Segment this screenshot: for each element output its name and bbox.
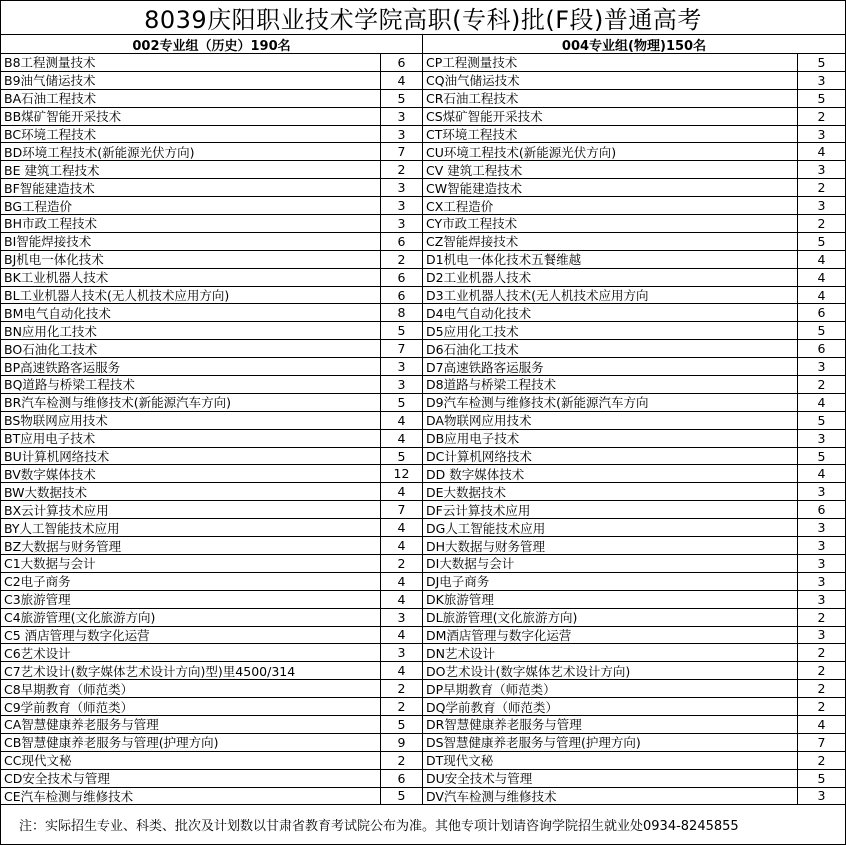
plan-count: 3 xyxy=(817,484,826,500)
table-row xyxy=(1,143,422,161)
table-row xyxy=(423,126,845,144)
plan-count: 5 xyxy=(397,90,406,106)
major-name: CD安全技术与管理 xyxy=(1,770,381,787)
plan-count: 4 xyxy=(817,144,826,160)
table-row xyxy=(1,90,422,108)
major-name: D3工业机器人技术(无人机技术应用方向 xyxy=(423,287,798,304)
table-row xyxy=(423,394,845,412)
plan-count: 4 xyxy=(397,430,406,446)
table-row xyxy=(423,197,845,215)
plan-count: 6 xyxy=(817,502,826,518)
table-row xyxy=(423,215,845,233)
plan-count: 4 xyxy=(397,573,406,589)
table-row xyxy=(423,483,845,501)
table-row xyxy=(423,304,845,322)
plan-count: 4 xyxy=(817,466,826,482)
table-row xyxy=(1,412,422,430)
major-name: DH大数据与财务管理 xyxy=(423,537,798,554)
table-row xyxy=(423,358,845,376)
table-row xyxy=(1,108,422,126)
plan-count: 6 xyxy=(817,305,826,321)
plan-count: 3 xyxy=(817,573,826,589)
group-history xyxy=(1,35,423,805)
plan-count: 4 xyxy=(397,520,406,536)
table-row xyxy=(423,54,845,72)
plan-count: 2 xyxy=(817,180,826,196)
major-name: C5 酒店管理与数字化运营 xyxy=(1,627,381,644)
table-row xyxy=(423,716,845,734)
plan-count: 4 xyxy=(397,412,406,428)
footer-note: 注：实际招生专业、科类、批次及计划数以甘肃省教育考试院公布为准。其他专项计划请咨询学院招生就业处0934-8245855 xyxy=(19,818,739,834)
major-name: BS物联网应用技术 xyxy=(1,412,381,429)
plan-count: 5 xyxy=(817,90,826,106)
table-row xyxy=(423,662,845,680)
table-row xyxy=(423,448,845,466)
major-name: BN应用化工技术 xyxy=(1,322,381,339)
major-name: DF云计算技术应用 xyxy=(423,501,798,518)
major-name: BT应用电子技术 xyxy=(1,430,381,447)
major-name: DG人工智能技术应用 xyxy=(423,519,798,536)
major-name: DD 数字媒体技术 xyxy=(423,465,798,482)
plan-count: 4 xyxy=(397,484,406,500)
major-name: CT环境工程技术 xyxy=(423,126,798,143)
table-row xyxy=(1,465,422,483)
major-name: D2工业机器人技术 xyxy=(423,269,798,286)
major-name: BO石油化工技术 xyxy=(1,340,381,357)
table-row xyxy=(1,698,422,716)
plan-count: 2 xyxy=(397,699,406,714)
major-name: BR汽车检测与维修技术(新能源汽车方向) xyxy=(1,394,381,411)
plan-count: 5 xyxy=(817,770,826,786)
plan-count: 3 xyxy=(397,609,406,625)
major-name: CE汽车检测与维修技术 xyxy=(1,788,381,805)
major-name: BA石油工程技术 xyxy=(1,90,381,107)
major-name: BP高速铁路客运服务 xyxy=(1,358,381,375)
plan-count: 3 xyxy=(817,430,826,446)
table-row xyxy=(423,537,845,555)
plan-count: 12 xyxy=(393,466,410,482)
major-name: DO艺术设计(数字媒体艺术设计方向) xyxy=(423,662,798,679)
major-name: DJ电子商务 xyxy=(423,573,798,590)
plan-count: 2 xyxy=(817,215,826,231)
table-row xyxy=(423,430,845,448)
major-name: CU环境工程技术(新能源光伏方向) xyxy=(423,143,798,160)
table-row xyxy=(1,215,422,233)
plan-count: 2 xyxy=(817,376,826,392)
plan-count: 6 xyxy=(397,233,406,249)
major-name: DK旅游管理 xyxy=(423,591,798,608)
major-name: CQ油气储运技术 xyxy=(423,72,798,89)
major-name: C1大数据与会计 xyxy=(1,555,381,572)
plan-count: 5 xyxy=(817,54,826,70)
plan-count: 5 xyxy=(397,716,406,732)
table-row xyxy=(1,358,422,376)
table-row xyxy=(1,72,422,90)
table-row xyxy=(1,519,422,537)
plan-count: 3 xyxy=(817,520,826,536)
table-row xyxy=(1,609,422,627)
table-row xyxy=(423,788,845,806)
plan-count: 5 xyxy=(817,323,826,339)
table-row xyxy=(423,465,845,483)
plan-count: 3 xyxy=(817,537,826,553)
plan-count: 7 xyxy=(397,502,406,518)
major-name: BH市政工程技术 xyxy=(1,215,381,232)
major-name: BM电气自动化技术 xyxy=(1,304,381,321)
group-physics-rows xyxy=(423,54,845,805)
major-name: BV数字媒体技术 xyxy=(1,465,381,482)
major-name: BZ大数据与财务管理 xyxy=(1,537,381,554)
table-row xyxy=(423,412,845,430)
major-name: CP工程测量技术 xyxy=(423,54,798,71)
plan-count: 3 xyxy=(817,555,826,571)
table-row xyxy=(1,233,422,251)
major-name: DM酒店管理与数字化运营 xyxy=(423,627,798,644)
table-row xyxy=(1,287,422,305)
major-name: C2电子商务 xyxy=(1,573,381,590)
plan-count: 9 xyxy=(397,734,406,750)
major-name: DB应用电子技术 xyxy=(423,430,798,447)
plan-count: 2 xyxy=(817,108,826,124)
plan-count: 3 xyxy=(817,162,826,178)
table-row xyxy=(423,72,845,90)
table-row xyxy=(1,197,422,215)
major-name: CS煤矿智能开采技术 xyxy=(423,108,798,125)
plan-count: 4 xyxy=(817,251,826,267)
plan-count: 6 xyxy=(397,287,406,303)
major-name: DI大数据与会计 xyxy=(423,555,798,572)
table-row xyxy=(423,251,845,269)
plan-count: 4 xyxy=(397,537,406,553)
table-row xyxy=(1,448,422,466)
major-name: DU安全技术与管理 xyxy=(423,770,798,787)
major-name: BE 建筑工程技术 xyxy=(1,161,381,178)
table-row xyxy=(1,680,422,698)
table-row xyxy=(1,340,422,358)
table-row xyxy=(1,734,422,752)
table-row xyxy=(423,179,845,197)
plan-count: 2 xyxy=(817,752,826,768)
major-name: DA物联网应用技术 xyxy=(423,412,798,429)
plan-count: 2 xyxy=(817,645,826,661)
major-name: CZ智能焊接技术 xyxy=(423,233,798,250)
plan-count: 6 xyxy=(817,341,826,357)
plan-count: 3 xyxy=(397,645,406,661)
plan-count: 3 xyxy=(817,591,826,607)
table-row xyxy=(423,108,845,126)
table-row xyxy=(423,233,845,251)
major-name: DR智慧健康养老服务与管理 xyxy=(423,716,798,733)
plan-count: 8 xyxy=(397,305,406,321)
table-row xyxy=(1,770,422,788)
table-row xyxy=(1,537,422,555)
plan-count: 7 xyxy=(397,341,406,357)
major-name: DT现代文秘 xyxy=(423,752,798,769)
major-name: C3旅游管理 xyxy=(1,591,381,608)
plan-count: 2 xyxy=(397,681,406,697)
plan-count: 2 xyxy=(397,251,406,267)
group-physics-header: 004专业组(物理)150名 xyxy=(423,35,845,54)
plan-count: 2 xyxy=(817,681,826,697)
major-name: B9油气储运技术 xyxy=(1,72,381,89)
table-row xyxy=(423,287,845,305)
major-name: C7艺术设计(数字媒体艺术设计方向)型)里4500/314 xyxy=(1,662,381,679)
table-row xyxy=(1,304,422,322)
major-name: D9汽车检测与维修技术(新能源汽车方向 xyxy=(423,394,798,411)
major-name: DC计算机网络技术 xyxy=(423,448,798,465)
plan-count: 3 xyxy=(397,376,406,392)
plan-count: 2 xyxy=(817,663,826,679)
table-row xyxy=(423,161,845,179)
table-row xyxy=(423,519,845,537)
plan-count: 3 xyxy=(397,108,406,124)
plan-count: 2 xyxy=(817,699,826,714)
major-name: DV汽车检测与维修技术 xyxy=(423,788,798,805)
major-name: CC现代文秘 xyxy=(1,752,381,769)
plan-count: 3 xyxy=(397,180,406,196)
major-name: BK工业机器人技术 xyxy=(1,269,381,286)
major-name: BX云计算技术应用 xyxy=(1,501,381,518)
major-name: DN艺术设计 xyxy=(423,644,798,661)
table-row xyxy=(423,376,845,394)
plan-count: 3 xyxy=(817,359,826,375)
major-name: DQ学前教育（师范类） xyxy=(423,698,798,715)
major-name: C6艺术设计 xyxy=(1,644,381,661)
group-physics xyxy=(423,35,845,805)
major-name: CW智能建造技术 xyxy=(423,179,798,196)
plan-count: 5 xyxy=(397,788,406,804)
table-row xyxy=(1,179,422,197)
table-row xyxy=(423,269,845,287)
table-row xyxy=(423,555,845,573)
table-row xyxy=(1,394,422,412)
major-name: D5应用化工技术 xyxy=(423,322,798,339)
plan-count: 2 xyxy=(817,609,826,625)
plan-count: 5 xyxy=(817,412,826,428)
major-name: BF智能建造技术 xyxy=(1,179,381,196)
group-history-header: 002专业组（历史）190名 xyxy=(1,35,422,54)
table-row xyxy=(423,752,845,770)
major-name: D6石油化工技术 xyxy=(423,340,798,357)
major-name: BB煤矿智能开采技术 xyxy=(1,108,381,125)
plan-count: 3 xyxy=(397,198,406,214)
table-row xyxy=(423,609,845,627)
major-name: C4旅游管理(文化旅游方向) xyxy=(1,609,381,626)
major-name: CR石油工程技术 xyxy=(423,90,798,107)
major-name: CY市政工程技术 xyxy=(423,215,798,232)
table-row xyxy=(1,54,422,72)
table-row xyxy=(1,269,422,287)
major-name: BD环境工程技术(新能源光伏方向) xyxy=(1,143,381,160)
table-row xyxy=(1,555,422,573)
major-name: BG工程造价 xyxy=(1,197,381,214)
major-name: D1机电一体化技术五餐维越 xyxy=(423,251,798,268)
table-row xyxy=(1,430,422,448)
plan-count: 6 xyxy=(397,269,406,285)
major-name: CB智慧健康养老服务与管理(护理方向) xyxy=(1,734,381,751)
table-row xyxy=(1,644,422,662)
plan-count: 4 xyxy=(397,72,406,88)
plan-count: 6 xyxy=(397,54,406,70)
plan-count: 4 xyxy=(397,627,406,643)
table-row xyxy=(1,483,422,501)
table-row xyxy=(423,143,845,161)
table-row xyxy=(423,322,845,340)
major-name: DL旅游管理(文化旅游方向) xyxy=(423,609,798,626)
plan-count: 2 xyxy=(397,162,406,178)
table-row xyxy=(423,591,845,609)
table-row xyxy=(423,770,845,788)
major-name: D8道路与桥梁工程技术 xyxy=(423,376,798,393)
plan-count: 5 xyxy=(397,448,406,464)
major-name: BU计算机网络技术 xyxy=(1,448,381,465)
major-name: C9学前教育（师范类） xyxy=(1,698,381,715)
major-name: BY人工智能技术应用 xyxy=(1,519,381,536)
table-row xyxy=(1,322,422,340)
plan-count: 6 xyxy=(397,770,406,786)
major-name: DE大数据技术 xyxy=(423,483,798,500)
table-row xyxy=(423,573,845,591)
table-row xyxy=(1,251,422,269)
table-row xyxy=(423,627,845,645)
table-row xyxy=(1,501,422,519)
page-title: 8039庆阳职业技术学院高职(专科)批(F段)普通高考 xyxy=(1,1,845,35)
group-history-rows xyxy=(1,54,422,805)
table-row xyxy=(1,573,422,591)
plan-count: 5 xyxy=(817,448,826,464)
major-name: DS智慧健康养老服务与管理(护理方向) xyxy=(423,734,798,751)
plan-count: 5 xyxy=(817,233,826,249)
plan-count: 5 xyxy=(397,394,406,410)
table-row xyxy=(423,501,845,519)
major-name: CA智慧健康养老服务与管理 xyxy=(1,716,381,733)
table-row xyxy=(1,752,422,770)
plan-count: 3 xyxy=(817,788,826,804)
plan-count: 4 xyxy=(397,663,406,679)
major-name: D7高速铁路客运服务 xyxy=(423,358,798,375)
major-name: CV 建筑工程技术 xyxy=(423,161,798,178)
plan-count: 4 xyxy=(817,269,826,285)
plan-count: 3 xyxy=(397,359,406,375)
plan-count: 7 xyxy=(817,734,826,750)
table-row xyxy=(423,340,845,358)
major-name: BC环境工程技术 xyxy=(1,126,381,143)
major-name: BI智能焊接技术 xyxy=(1,233,381,250)
table-row xyxy=(1,716,422,734)
major-name: DP早期教育（师范类） xyxy=(423,680,798,697)
major-groups-table xyxy=(1,35,845,805)
major-name: CX工程造价 xyxy=(423,197,798,214)
table-row xyxy=(1,591,422,609)
plan-count: 4 xyxy=(397,591,406,607)
plan-count: 3 xyxy=(817,126,826,142)
plan-count: 7 xyxy=(397,144,406,160)
plan-count: 3 xyxy=(817,198,826,214)
table-row xyxy=(1,662,422,680)
plan-count: 4 xyxy=(817,394,826,410)
table-row xyxy=(1,376,422,394)
table-row xyxy=(423,734,845,752)
table-row xyxy=(423,680,845,698)
major-name: D4电气自动化技术 xyxy=(423,304,798,321)
plan-count: 4 xyxy=(817,287,826,303)
table-row xyxy=(1,788,422,806)
major-name: C8早期教育（师范类） xyxy=(1,680,381,697)
table-row xyxy=(423,644,845,662)
plan-count: 3 xyxy=(397,126,406,142)
major-name: BW大数据技术 xyxy=(1,483,381,500)
table-row xyxy=(423,698,845,716)
major-name: BQ道路与桥梁工程技术 xyxy=(1,376,381,393)
major-name: BJ机电一体化技术 xyxy=(1,251,381,268)
plan-count: 3 xyxy=(397,215,406,231)
table-row xyxy=(423,90,845,108)
plan-count: 3 xyxy=(817,72,826,88)
table-row xyxy=(1,161,422,179)
plan-count: 2 xyxy=(397,752,406,768)
plan-count: 3 xyxy=(817,627,826,643)
major-name: BL工业机器人技术(无人机技术应用方向) xyxy=(1,287,381,304)
major-name: B8工程测量技术 xyxy=(1,54,381,71)
plan-count: 4 xyxy=(817,716,826,732)
table-row xyxy=(1,126,422,144)
plan-count: 5 xyxy=(397,323,406,339)
table-row xyxy=(1,627,422,645)
plan-count: 2 xyxy=(397,555,406,571)
